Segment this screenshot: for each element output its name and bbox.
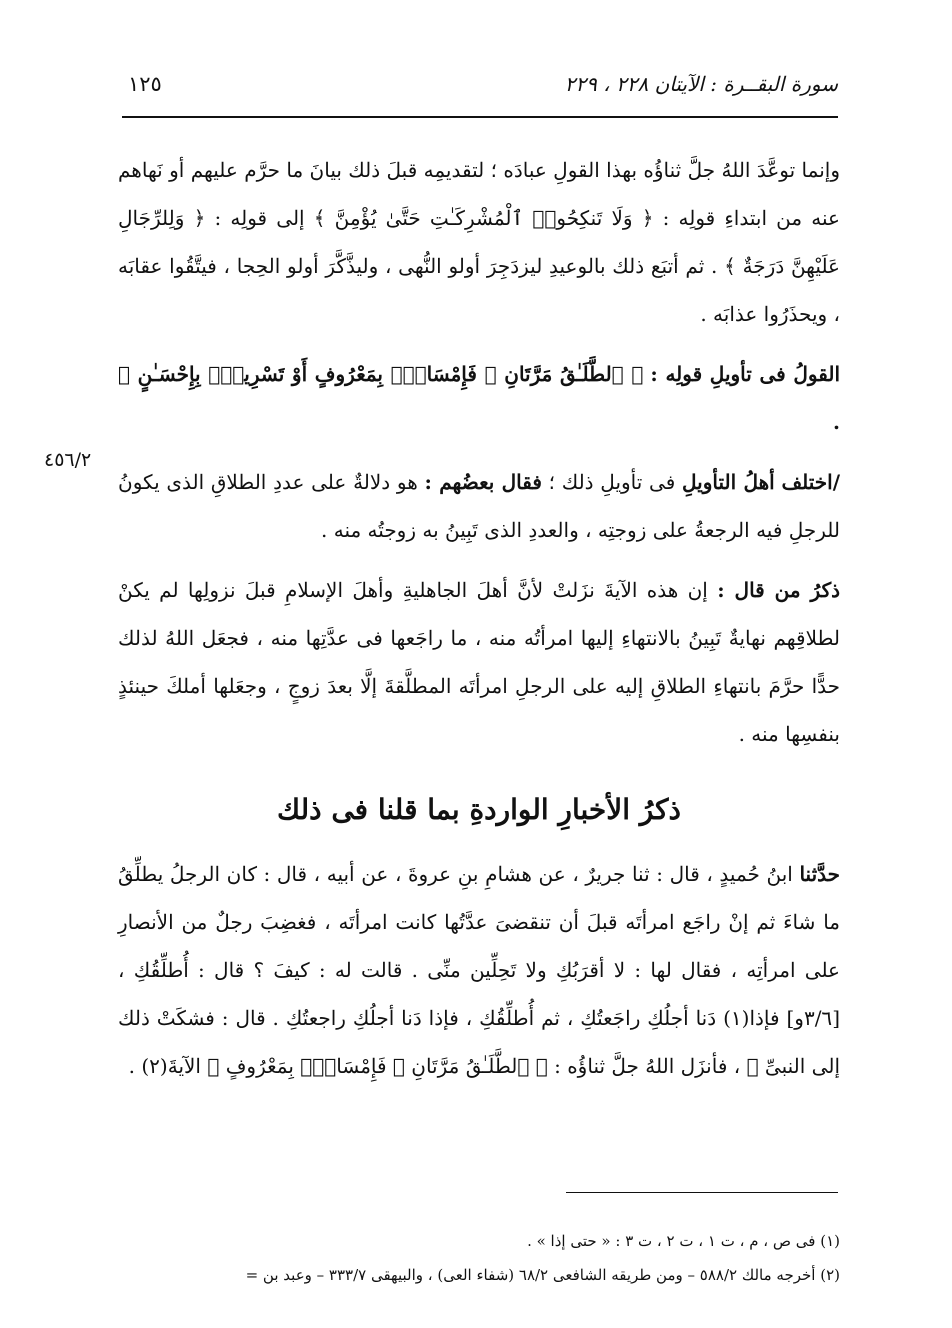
running-head: سورة البقــرة : الآيتان ٢٢٨ ، ٢٢٩ <box>564 72 838 96</box>
footnote-2: (٢) أخرجه مالك ٥٨٨/٢ – ومن طريقه الشافعى ٦٨/٢ (شفاء العى) ، والبيهقى ٣٣٣/٧ – وعبد بن = <box>245 1266 840 1284</box>
hadith-text: ابنُ حُميدٍ ، قال : ثنا جريرٌ ، عن هشامِ بنِ عروةَ ، عن أبيه ، قال : كان الرجلُ يطلِّقُ ما شاءَ ثم إنْ راجَع امرأتَه قبلَ أن تنقضىَ عدَّتُها كانت امرأتَه ، فغضِبَ رجلٌ من الأنصارِ على امرأتِه ، فقال لها : لا أقرَبُكِ ولا تَحِلِّين منِّى . قالت له : كيفَ ؟ قال : أُطلِّقُكِ ، [٣/٦و] فإذا(١) دَنا أجلُكِ راجَعتُكِ ، ثم أُطلِّقُكِ ، فإذا دَنا أجلُكِ راجعتُكِ . قال : فشكَتْ ذلك إلى النبىِّ ﷺ ، فأنزَل اللهُ جلَّ ثناؤُه : ﴿ ٱلطَّلَـٰقُ مَرَّتَانِ ۖ فَإِمْسَاكٌۢ بِمَعْرُوفٍ ﴾ الآيةَ(٢) . <box>118 862 840 1078</box>
who-said-label: ذكرُ من قال : <box>717 578 841 602</box>
hadith-label: حدَّثنا <box>799 862 840 886</box>
interpretation-rest: هو دلالةٌ على عددِ الطلاقِ الذى يكونُ للرجلِ فيه الرجعةُ على زوجتِه ، والعددِ الذى تَبِينُ به زوجتُه منه . <box>118 470 840 542</box>
verse-heading-label: القولُ فى تأويلِ قولِه : <box>650 362 841 386</box>
who-said-text: إن هذه الآيةَ نزَلتْ لأنَّ أهلَ الجاهليةِ وأهلَ الإسلامِ قبلَ نزولِها لم يكنْ لطلاقِهم نهايةٌ تَبِينُ بالانتهاءِ إليها امرأتُه منه ، ما راجَعها فى عدَّتِها منه ، فجعَل اللهُ لذلك حدًّا حرَّمَ بانتهاءِ الطلاقِ إليه على الرجلِ امرأتَه المطلَّقةَ إلَّا بعدَ زوجٍ ، وجعَلها أملكَ حينئذٍ بنفسِها منه . <box>118 578 840 746</box>
commentary-body <box>118 146 840 758</box>
interpretation-mid: فى تأويلِ ذلك ؛ <box>548 470 676 494</box>
interpretation-start: /اختلف <box>781 470 841 494</box>
section-title: ذكرُ الأخبارِ الواردةِ بما قلنا فى ذلك <box>277 793 681 826</box>
page-header <box>122 66 838 118</box>
paragraph-intro: وإنما توعَّدَ اللهُ جلَّ ثناؤُه بهذا القولِ عبادَه ؛ لتقديمِه قبلَ ذلك بيانَ ما حرَّم عليهم أو نَهاهم عنه من ابتداءِ قولِه : ﴿ وَلَا تَنكِحُوا۟ ٱلْمُشْرِكَـٰتِ حَتَّىٰ يُؤْمِنَّ ﴾ إلى قولِه : ﴿ وَلِلرِّجَالِ عَلَيْهِنَّ دَرَجَةٌ ﴾ . ثم أتبَع ذلك بالوعيدِ ليزدَجِرَ أولو النُّهى ، وليذَّكَّرَ أولو الحِجا ، فيتَّقُوا عقابَه ، ويحذَرُوا عذابَه . <box>118 158 840 326</box>
hadith-paragraph <box>118 850 840 1090</box>
page-number: ١٢٥ <box>128 72 162 96</box>
paragraph-verse-heading <box>118 350 840 446</box>
interpretation-bold-scholars: أهلُ التأويلِ <box>682 470 775 494</box>
paragraph-who-said <box>118 566 840 758</box>
footnote-1: (١) فى ص ، م ، ت ١ ، ت ٢ ، ت ٣ : « حتى إذا » . <box>527 1232 840 1250</box>
paragraph-interpretation <box>118 458 840 554</box>
interpretation-bold-some: فقال بعضُهم : <box>424 470 542 494</box>
footnote-divider <box>566 1192 838 1193</box>
footnotes <box>118 1224 840 1292</box>
quran-verse: ﴿ ٱلطَّلَـٰقُ مَرَّتَانِ ۖ فَإِمْسَاكٌۢ بِمَعْرُوفٍ أَوْ تَسْرِيحٌۢ بِإِحْسَـٰنٍ ﴾ . <box>118 362 840 434</box>
margin-reference: ٤٥٦/٢ <box>44 449 92 471</box>
